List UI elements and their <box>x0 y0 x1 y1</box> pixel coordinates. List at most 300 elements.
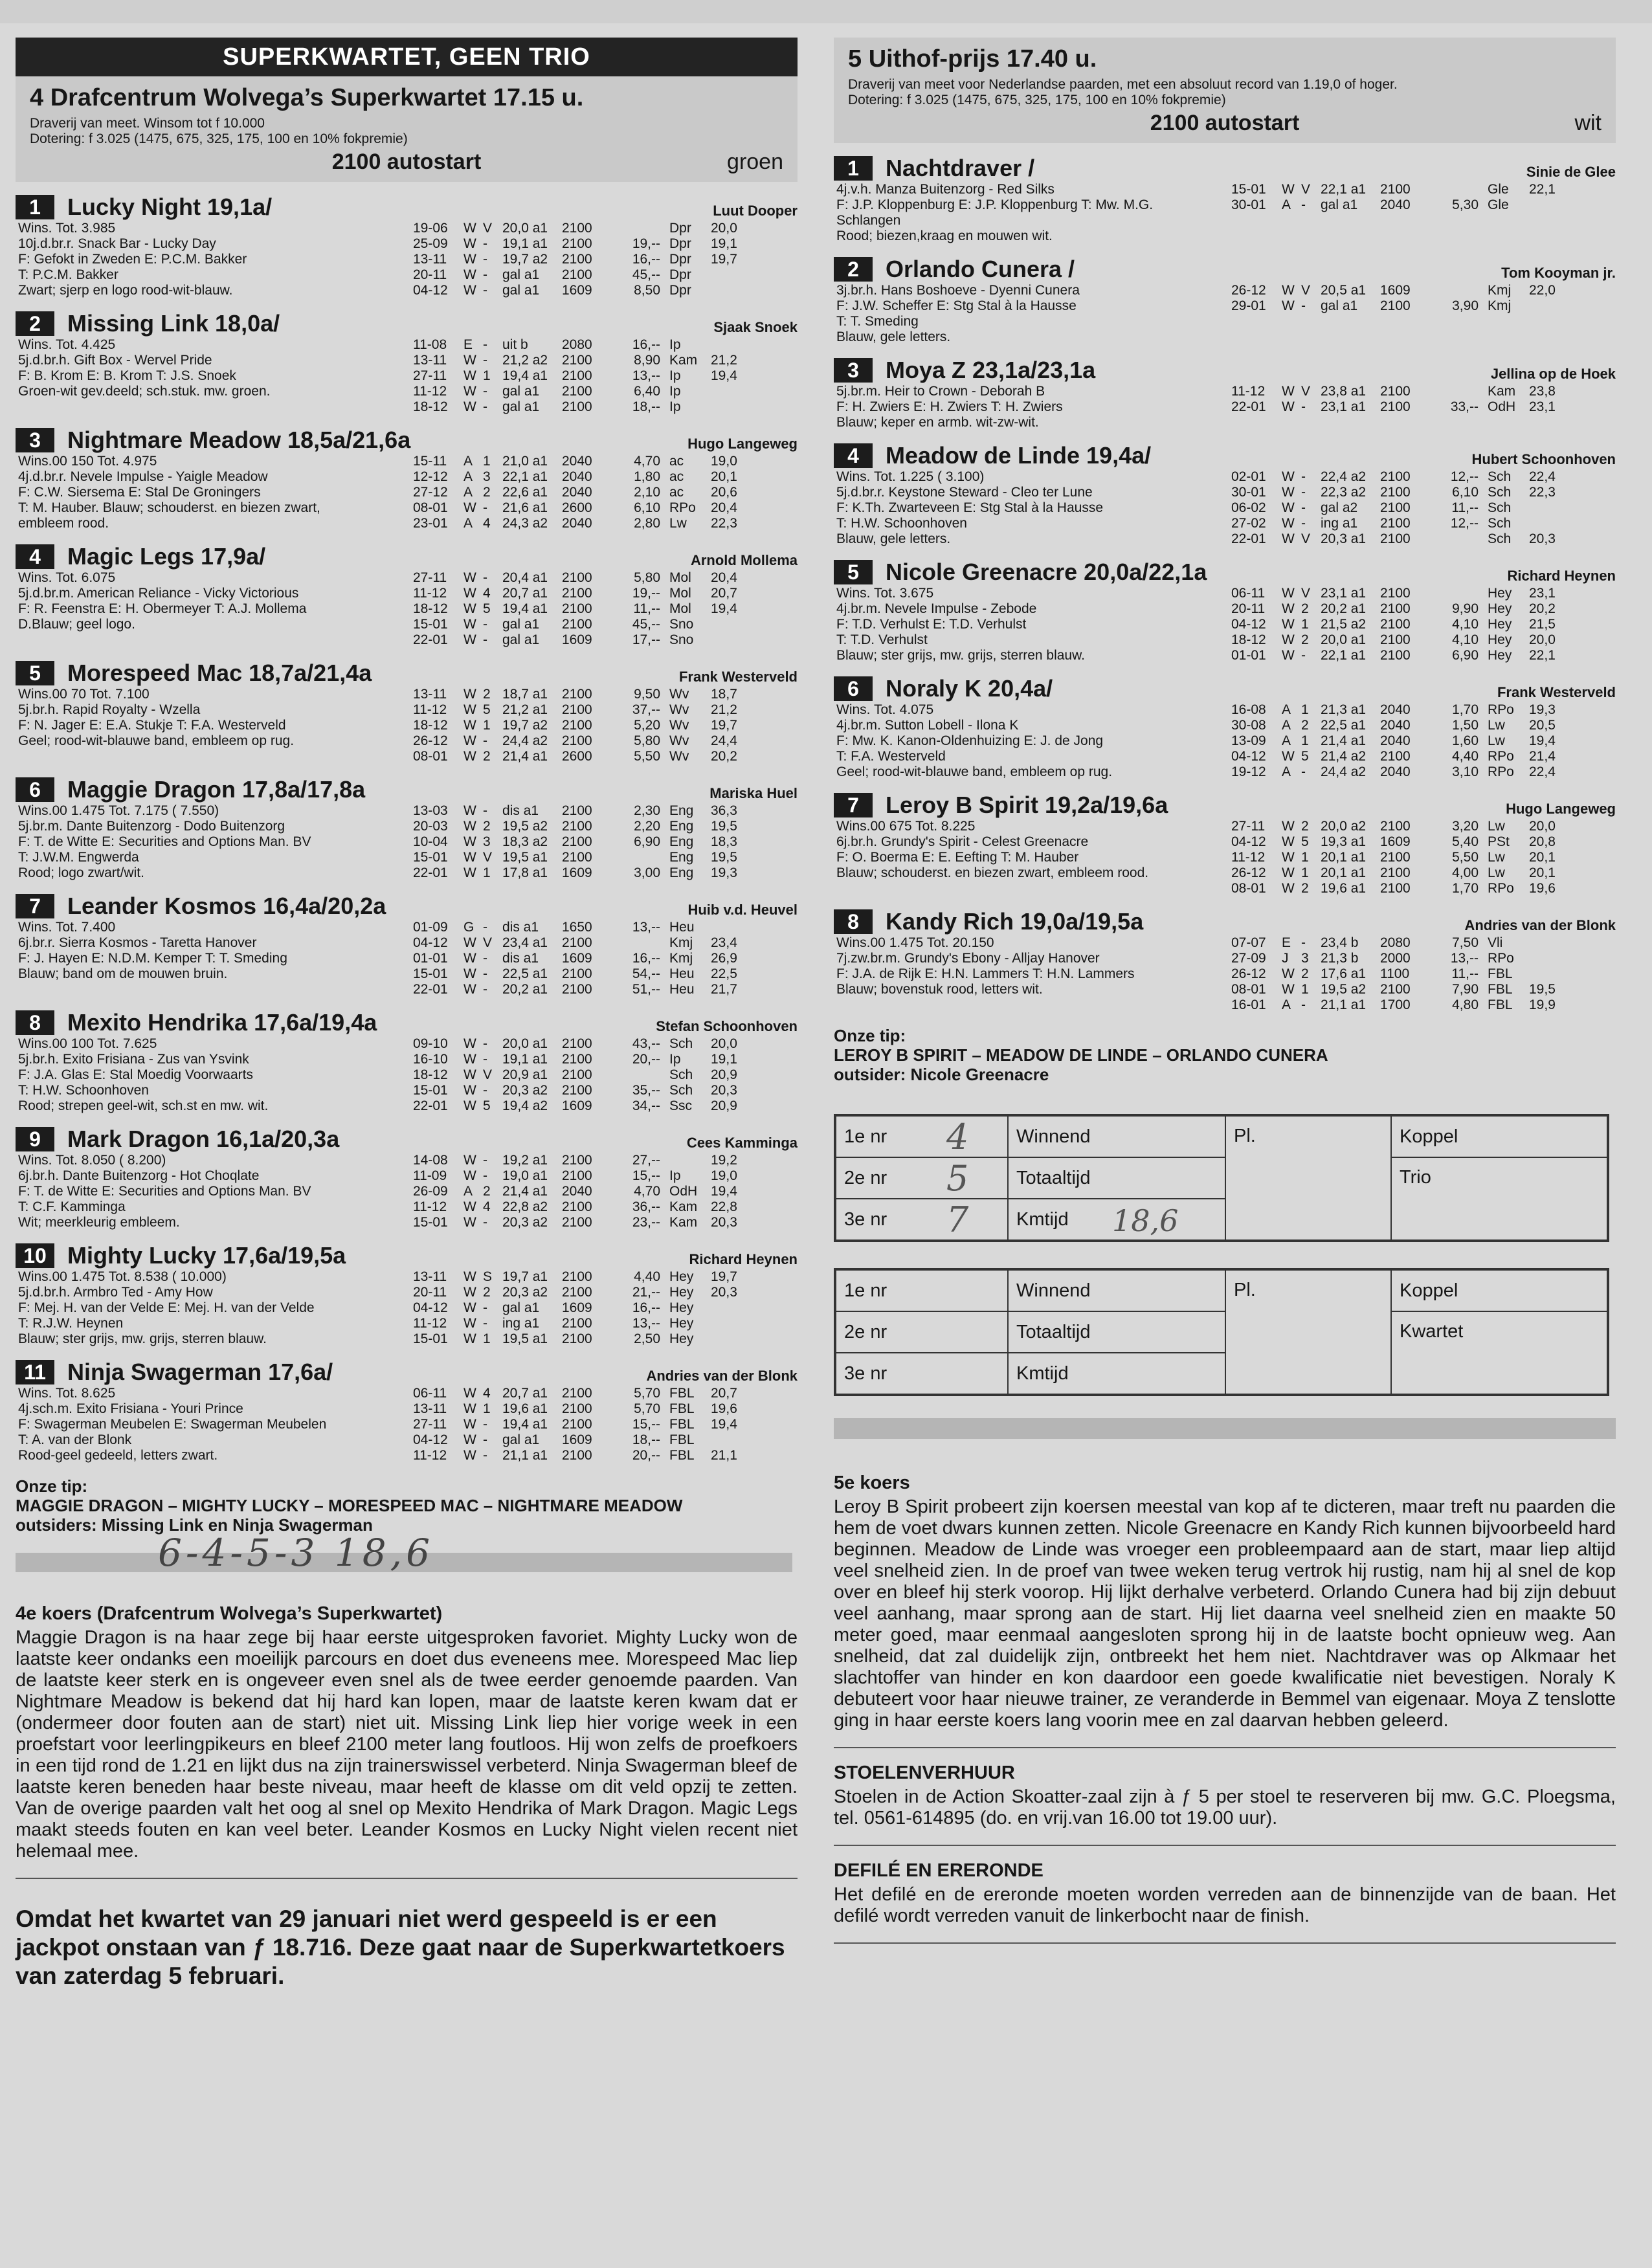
form-place-label: Pl. <box>1225 1270 1391 1394</box>
performance-cell: - <box>483 353 487 368</box>
performance-cell: 19,1 a1 <box>502 1052 548 1067</box>
performance-cell: 16,-- <box>632 337 660 352</box>
performance-cell: V <box>1301 283 1311 298</box>
performance-cell: Hey <box>1488 648 1512 663</box>
performance-cell: V <box>1301 531 1311 546</box>
performance-cell: - <box>483 1153 487 1168</box>
performance-cell: 17,8 a1 <box>502 865 548 880</box>
info-line: Wins.00 1.475 Tot. 8.538 ( 10.000) <box>18 1269 227 1284</box>
race-distance: 2100 autostart <box>1150 111 1300 135</box>
performance-cell: Mol <box>669 570 691 585</box>
horse-info <box>16 1269 413 1347</box>
performance-cell: - <box>483 236 487 251</box>
performance-row <box>1231 531 1616 547</box>
performance-cell: 20,1 <box>711 469 737 484</box>
performance-cell: 19,4 a2 <box>502 1098 548 1113</box>
performance-cell: W <box>463 834 476 849</box>
performance-cell: Ip <box>669 1052 681 1067</box>
info-line: Blauw; band om de mouwen bruin. <box>18 966 228 981</box>
performance-cell: 19,5 <box>711 850 737 865</box>
performance-row <box>413 1184 798 1199</box>
performance-row <box>413 236 798 252</box>
performance-cell: Eng <box>669 803 694 818</box>
performance-cell: 09-10 <box>413 1036 448 1051</box>
horse-details <box>834 384 1616 430</box>
tip-outsiders: outsiders: Missing Link en Ninja Swagerman <box>16 1515 373 1535</box>
performance-row <box>413 1153 798 1168</box>
info-line: 4j.br.m. Nevele Impulse - Zebode <box>836 601 1037 616</box>
performance-cell: 19,6 a1 <box>502 1401 548 1416</box>
performance-cell: 1609 <box>562 951 592 966</box>
performance-cell <box>711 1331 750 1347</box>
performance-cell: 1,80 <box>634 469 660 484</box>
horse-details <box>834 935 1616 1013</box>
performance-cell: Wv <box>669 718 689 733</box>
performance-cell: RPo <box>1488 951 1514 966</box>
race-color: wit <box>1574 111 1602 135</box>
performance-cell: S <box>483 1269 493 1284</box>
performance-cell: 24,4 <box>711 733 737 748</box>
performance-cell: 15-01 <box>413 850 448 865</box>
performance-cell: W <box>463 353 476 368</box>
performance-cell: 18,-- <box>632 1432 660 1447</box>
performance-cell: 19,9 <box>1529 997 1556 1012</box>
horse-name: Ninja Swagerman 17,6a/ <box>67 1359 333 1385</box>
performance-cell: 20,9 a1 <box>502 1067 548 1082</box>
info-line: F: T. de Witte E: Securities and Options Man. BV <box>18 1184 311 1199</box>
performance-cell: 4 <box>483 1199 491 1214</box>
performance-cell: Hey <box>669 1285 694 1300</box>
performance-cell: 19,7 <box>711 252 737 267</box>
performance-cell: 24,4 a2 <box>502 733 548 748</box>
performance-cell: 19,1 <box>711 236 737 251</box>
performance-cell: 23,4 b <box>1321 935 1359 950</box>
driver-name: Sjaak Snoek <box>713 319 798 335</box>
performance-cell: E <box>463 337 473 352</box>
performance-cell: Lw <box>1488 718 1505 733</box>
horse-details <box>16 1386 798 1463</box>
horse-list <box>16 194 798 1463</box>
start-number: 3 <box>16 428 54 452</box>
performance-cell: Hey <box>669 1316 694 1331</box>
performance-row <box>1231 469 1616 485</box>
performance-cell: Sno <box>669 617 694 632</box>
horse-info <box>16 1036 413 1114</box>
jackpot-notice: Omdat het kwartet van 29 januari niet werd gespeeld is er een jackpot onstaan van ƒ 18.716. Deze gaat naar de Superkwartetkoers van zaterdag 5 februari. <box>16 1906 785 1989</box>
performance-cell: A <box>463 485 473 500</box>
horse-name: Nicole Greenacre 20,0a/22,1a <box>886 559 1207 585</box>
info-line: F: Mw. K. Kanon-Oldenhuizing E: J. de Jong <box>836 733 1104 748</box>
performance-cell: 23,1 <box>1529 586 1556 601</box>
start-number: 1 <box>16 195 54 219</box>
article-heading: 5e koers <box>834 1473 910 1493</box>
performance-cell: - <box>483 1417 487 1432</box>
performance-cell: OdH <box>1488 399 1516 414</box>
performance-cell: 18,7 a1 <box>502 687 548 702</box>
performance-cell: V <box>1301 586 1311 601</box>
performance-row <box>1231 819 1616 834</box>
performance-cell: V <box>483 1067 493 1082</box>
start-number: 6 <box>834 676 873 701</box>
form-row-label: 1e nr 4 <box>836 1116 1008 1157</box>
performance-cell: 5,50 <box>634 749 660 764</box>
horse-header <box>16 543 798 570</box>
performance-cell: Hey <box>669 1269 694 1284</box>
performance-cell: 3,10 <box>1452 764 1479 779</box>
performance-cell: W <box>463 1098 476 1113</box>
performance-table <box>1231 384 1616 430</box>
performance-cell: W <box>463 283 476 298</box>
performance-cell: Kmj <box>669 951 693 966</box>
performance-cell: W <box>463 267 476 282</box>
performance-cell: - <box>1301 469 1306 484</box>
horse-header <box>834 559 1616 586</box>
performance-cell: 2100 <box>1380 384 1411 399</box>
performance-cell: - <box>483 733 487 748</box>
performance-cell: Lw <box>669 516 687 531</box>
info-line: 6j.br.r. Sierra Kosmos - Taretta Hanover <box>18 935 257 950</box>
performance-cell <box>669 1153 711 1168</box>
performance-cell: 2100 <box>562 353 592 368</box>
performance-cell: 26,9 <box>711 951 737 966</box>
performance-cell: 20,0 <box>1529 819 1556 834</box>
performance-table <box>413 454 798 531</box>
performance-cell: 20,1 a1 <box>1321 850 1367 865</box>
performance-cell: 20,1 <box>1529 850 1556 865</box>
horse-name: Meadow de Linde 19,4a/ <box>886 442 1152 469</box>
performance-row <box>413 221 798 236</box>
horse-entry <box>16 893 798 997</box>
info-line: T: T. Smeding <box>836 314 919 329</box>
performance-cell: 8,50 <box>634 283 660 298</box>
start-number: 9 <box>16 1127 54 1151</box>
performance-cell: 12,-- <box>1450 516 1479 531</box>
performance-cell: 21,5 a2 <box>1321 617 1367 632</box>
info-line: Wins. Tot. 7.400 <box>18 920 116 935</box>
info-line: F: Swagerman Meubelen E: Swagerman Meubelen <box>18 1417 327 1432</box>
performance-cell: 2,20 <box>634 819 660 834</box>
performance-cell: RPo <box>1488 702 1514 717</box>
performance-cell: 2 <box>1301 966 1309 981</box>
performance-cell: 2040 <box>1380 197 1411 212</box>
performance-cell: Kam <box>669 353 698 368</box>
performance-row <box>413 485 798 500</box>
horse-name: Kandy Rich 19,0a/19,5a <box>886 908 1144 935</box>
performance-row <box>413 1300 798 1316</box>
performance-cell: 12-12 <box>413 469 448 484</box>
form-field-label: Totaaltijd <box>1008 1157 1225 1199</box>
driver-name: Luut Dooper <box>713 203 798 219</box>
performance-cell: 20,5 a1 <box>1321 283 1367 298</box>
performance-cell: 2100 <box>562 236 592 251</box>
performance-cell: 20,5 <box>1529 718 1556 733</box>
performance-cell: 4,10 <box>1452 617 1479 632</box>
performance-cell: gal a1 <box>502 617 540 632</box>
info-line: F: Mej. H. van der Velde E: Mej. H. van der Velde <box>18 1300 315 1315</box>
performance-cell: Heu <box>669 966 695 981</box>
performance-cell: W <box>463 1052 476 1067</box>
race-4-article <box>16 1603 798 1862</box>
horse-info <box>16 920 413 997</box>
performance-cell: 15-01 <box>1231 182 1266 197</box>
performance-cell: Lw <box>1488 865 1505 880</box>
performance-cell: 20,0 a1 <box>502 221 548 236</box>
info-line: Wins.00 1.475 Tot. 7.175 ( 7.550) <box>18 803 219 818</box>
driver-name: Richard Heynen <box>689 1251 798 1267</box>
horse-header <box>834 155 1616 182</box>
performance-cell: 13,-- <box>632 920 660 935</box>
performance-cell: - <box>483 384 487 399</box>
performance-cell: 2100 <box>1380 182 1411 197</box>
performance-cell: 5 <box>1301 749 1309 764</box>
driver-name: Frank Westerveld <box>1497 684 1616 700</box>
horse-details <box>16 1269 798 1347</box>
section-banner: SUPERKWARTET, GEEN TRIO <box>16 38 798 76</box>
performance-cell: 20,7 a1 <box>502 586 548 601</box>
performance-cell: 19,7 <box>711 718 737 733</box>
performance-cell: 19-12 <box>1231 764 1266 779</box>
race-distance: 2100 autostart <box>331 150 482 174</box>
performance-cell: 2100 <box>562 1269 592 1284</box>
horse-list <box>834 155 1616 1013</box>
performance-cell: 19,6 <box>711 1401 737 1416</box>
performance-cell: 19,5 <box>1529 982 1556 997</box>
performance-cell: Lw <box>1488 850 1505 865</box>
performance-cell: 2040 <box>562 1184 592 1199</box>
performance-cell: 3,90 <box>1452 298 1479 313</box>
info-line: F: K.Th. Zwarteveen E: Stg Stal à la Hausse <box>836 500 1104 515</box>
performance-cell: 19,6 a1 <box>1321 881 1367 896</box>
performance-cell: gal a1 <box>502 632 540 647</box>
performance-row <box>413 1386 798 1401</box>
performance-cell: W <box>1282 586 1295 601</box>
info-line: T: J.W.M. Engwerda <box>18 850 139 865</box>
performance-cell: 1609 <box>562 283 592 298</box>
performance-cell: 19,6 <box>1529 881 1556 896</box>
performance-cell: - <box>1301 764 1306 779</box>
performance-cell: 20,3 <box>711 1285 737 1300</box>
performance-cell: 2100 <box>562 1168 592 1183</box>
performance-cell: 20,8 <box>1529 834 1556 849</box>
performance-cell: 6,10 <box>634 500 660 515</box>
horse-header <box>834 256 1616 283</box>
performance-row <box>413 617 798 632</box>
performance-cell: Wv <box>669 749 689 764</box>
performance-cell: 19,4 <box>1529 733 1556 748</box>
performance-cell: 9,90 <box>1452 601 1479 616</box>
performance-cell: 22-01 <box>1231 399 1266 414</box>
performance-cell <box>1529 500 1568 516</box>
performance-cell: 2100 <box>562 1067 592 1082</box>
performance-cell: 11-12 <box>413 702 447 717</box>
performance-cell: 21,4 a2 <box>1321 749 1367 764</box>
performance-cell: 23,8 a1 <box>1321 384 1367 399</box>
start-number: 3 <box>834 358 873 383</box>
info-line: Rood; strepen geel-wit, sch.st en mw. wit. <box>18 1098 269 1113</box>
form-bet-type: Koppel <box>1391 1116 1607 1157</box>
performance-cell: W <box>1282 819 1295 834</box>
performance-cell: 12,-- <box>1450 469 1479 484</box>
performance-cell: 18,-- <box>632 399 660 414</box>
performance-cell: ac <box>669 485 684 500</box>
performance-cell <box>1432 182 1488 197</box>
performance-row <box>1231 617 1616 632</box>
performance-cell: 34,-- <box>632 1098 660 1113</box>
performance-cell: - <box>1301 516 1306 531</box>
performance-cell: 26-12 <box>413 733 448 748</box>
performance-table <box>413 570 798 648</box>
performance-cell: 20,3 a1 <box>1321 531 1367 546</box>
performance-cell: 2 <box>1301 601 1309 616</box>
performance-cell: gal a1 <box>502 384 540 399</box>
info-line: Blauw; keper en armb. wit-zw-wit. <box>836 415 1039 430</box>
info-line: 5j.br.m. Dante Buitenzorg - Dodo Buitenzorg <box>18 819 285 834</box>
performance-cell: W <box>463 1316 476 1331</box>
performance-cell: - <box>1301 935 1306 950</box>
info-line: T: H.W. Schoonhoven <box>18 1083 149 1098</box>
performance-cell: W <box>463 982 476 997</box>
performance-cell: - <box>483 617 487 632</box>
performance-cell: V <box>483 935 493 950</box>
performance-cell: 19,5 a2 <box>502 819 548 834</box>
performance-cell: 20-11 <box>413 1285 447 1300</box>
horse-info <box>16 1153 413 1230</box>
performance-cell: 3 <box>483 834 491 849</box>
performance-cell: 20,2 <box>1529 601 1556 616</box>
divider <box>834 1747 1616 1748</box>
performance-cell: 2100 <box>562 850 592 865</box>
performance-cell: - <box>483 1300 487 1315</box>
performance-cell: 30-01 <box>1231 197 1266 212</box>
performance-cell: 20,4 <box>711 500 737 515</box>
performance-cell: 22,8 <box>711 1199 737 1214</box>
performance-cell: 2100 <box>562 733 592 748</box>
performance-cell: 5 <box>1301 834 1309 849</box>
performance-cell: 11-12 <box>413 586 447 601</box>
performance-cell: 04-12 <box>1231 834 1266 849</box>
performance-cell: Hey <box>669 1331 694 1346</box>
performance-cell: Dpr <box>669 236 691 251</box>
performance-cell: 9,50 <box>634 687 660 702</box>
performance-cell: 27-02 <box>1231 516 1266 531</box>
performance-cell: - <box>483 337 487 352</box>
info-line: 5j.d.br.m. American Reliance - Vicky Victorious <box>18 586 299 601</box>
horse-details <box>834 819 1616 896</box>
performance-cell: Wv <box>669 687 689 702</box>
info-line: 5j.br.m. Heir to Crown - Deborah B <box>836 384 1045 399</box>
performance-cell: - <box>483 1036 487 1051</box>
performance-cell: W <box>1282 881 1295 896</box>
performance-cell: - <box>483 1432 487 1447</box>
performance-cell: 08-01 <box>413 500 448 515</box>
performance-cell: A <box>1282 997 1291 1012</box>
performance-cell: W <box>1282 384 1295 399</box>
performance-cell: 13,-- <box>632 1316 660 1331</box>
performance-cell: 22,8 a2 <box>502 1199 548 1214</box>
performance-cell: W <box>463 1199 476 1214</box>
form-field-label: Totaaltijd <box>1008 1311 1225 1353</box>
performance-cell: Mol <box>669 586 691 601</box>
performance-cell: - <box>483 252 487 267</box>
performance-row <box>413 834 798 850</box>
performance-cell: 21,3 a1 <box>1321 702 1367 717</box>
performance-cell: 20,0 <box>711 1036 737 1051</box>
performance-cell: W <box>463 1432 476 1447</box>
horse-info <box>834 819 1231 896</box>
horse-info <box>834 384 1231 430</box>
performance-cell: 2080 <box>1380 935 1411 950</box>
performance-cell: 2100 <box>1380 399 1411 414</box>
performance-cell: uit b <box>502 337 528 352</box>
performance-cell: W <box>463 951 476 966</box>
performance-cell: Ip <box>669 1168 681 1183</box>
performance-cell: - <box>483 632 487 647</box>
horse-info <box>834 182 1231 244</box>
info-line: 3j.br.h. Hans Boshoeve - Dyenni Cunera <box>836 283 1080 298</box>
performance-cell: 2600 <box>562 749 592 764</box>
race-color: groen <box>727 150 783 174</box>
horse-details <box>16 454 798 531</box>
performance-cell: - <box>483 951 487 966</box>
info-line: F: Gefokt in Zweden E: P.C.M. Bakker <box>18 252 247 267</box>
performance-cell: W <box>463 1331 476 1346</box>
performance-cell: 20,2 a1 <box>502 982 548 997</box>
performance-table <box>413 1036 798 1114</box>
performance-cell: V <box>1301 182 1311 197</box>
performance-cell: 2040 <box>562 516 592 531</box>
performance-cell: gal a1 <box>502 267 540 282</box>
performance-cell: 4,10 <box>1452 632 1479 647</box>
performance-cell: Ip <box>669 368 681 383</box>
performance-cell: 04-12 <box>1231 749 1266 764</box>
performance-cell: 10-04 <box>413 834 448 849</box>
performance-cell: 3 <box>483 469 491 484</box>
info-line: 4j.sch.m. Exito Frisiana - Youri Prince <box>18 1401 243 1416</box>
horse-entry <box>834 675 1616 780</box>
performance-cell: - <box>483 500 487 515</box>
performance-cell: ac <box>669 454 684 469</box>
performance-cell: 21,1 <box>711 1448 737 1463</box>
horse-name: Nightmare Meadow 18,5a/21,6a <box>67 427 411 453</box>
performance-cell: Hey <box>1488 617 1512 632</box>
performance-cell: 5 <box>483 601 491 616</box>
form-bet-type: Trio <box>1391 1157 1607 1240</box>
performance-cell: 2100 <box>562 1199 592 1214</box>
performance-cell: 20,2 <box>711 749 737 764</box>
performance-cell: 2,30 <box>634 803 660 818</box>
performance-cell: 7,50 <box>1452 935 1479 950</box>
info-line: Wins. Tot. 3.985 <box>18 221 116 236</box>
performance-cell: 07-07 <box>1231 935 1266 950</box>
horse-name: Leroy B Spirit 19,2a/19,6a <box>886 792 1168 818</box>
performance-cell: dis a1 <box>502 803 539 818</box>
info-line: Blauw; schouderst. en biezen zwart, embleem rood. <box>836 865 1149 880</box>
performance-cell: 20,3 a2 <box>502 1285 548 1300</box>
horse-info <box>16 221 413 298</box>
performance-cell: Hey <box>1488 601 1512 616</box>
performance-cell: RPo <box>669 500 696 515</box>
performance-cell: 1609 <box>1380 834 1411 849</box>
performance-cell: 15-01 <box>413 1215 448 1230</box>
info-line: F: J.P. Kloppenburg E: J.P. Kloppenburg T: Mw. M.G. <box>836 197 1154 212</box>
performance-cell: 2100 <box>562 1448 592 1463</box>
horse-header <box>16 194 798 221</box>
horse-entry <box>834 908 1616 1013</box>
info-line: 4j.v.h. Manza Buitenzorg - Red Silks <box>836 182 1055 197</box>
performance-cell: Gle <box>1488 182 1509 197</box>
performance-cell: 21,-- <box>632 1285 660 1300</box>
performance-cell: 2,50 <box>634 1331 660 1346</box>
